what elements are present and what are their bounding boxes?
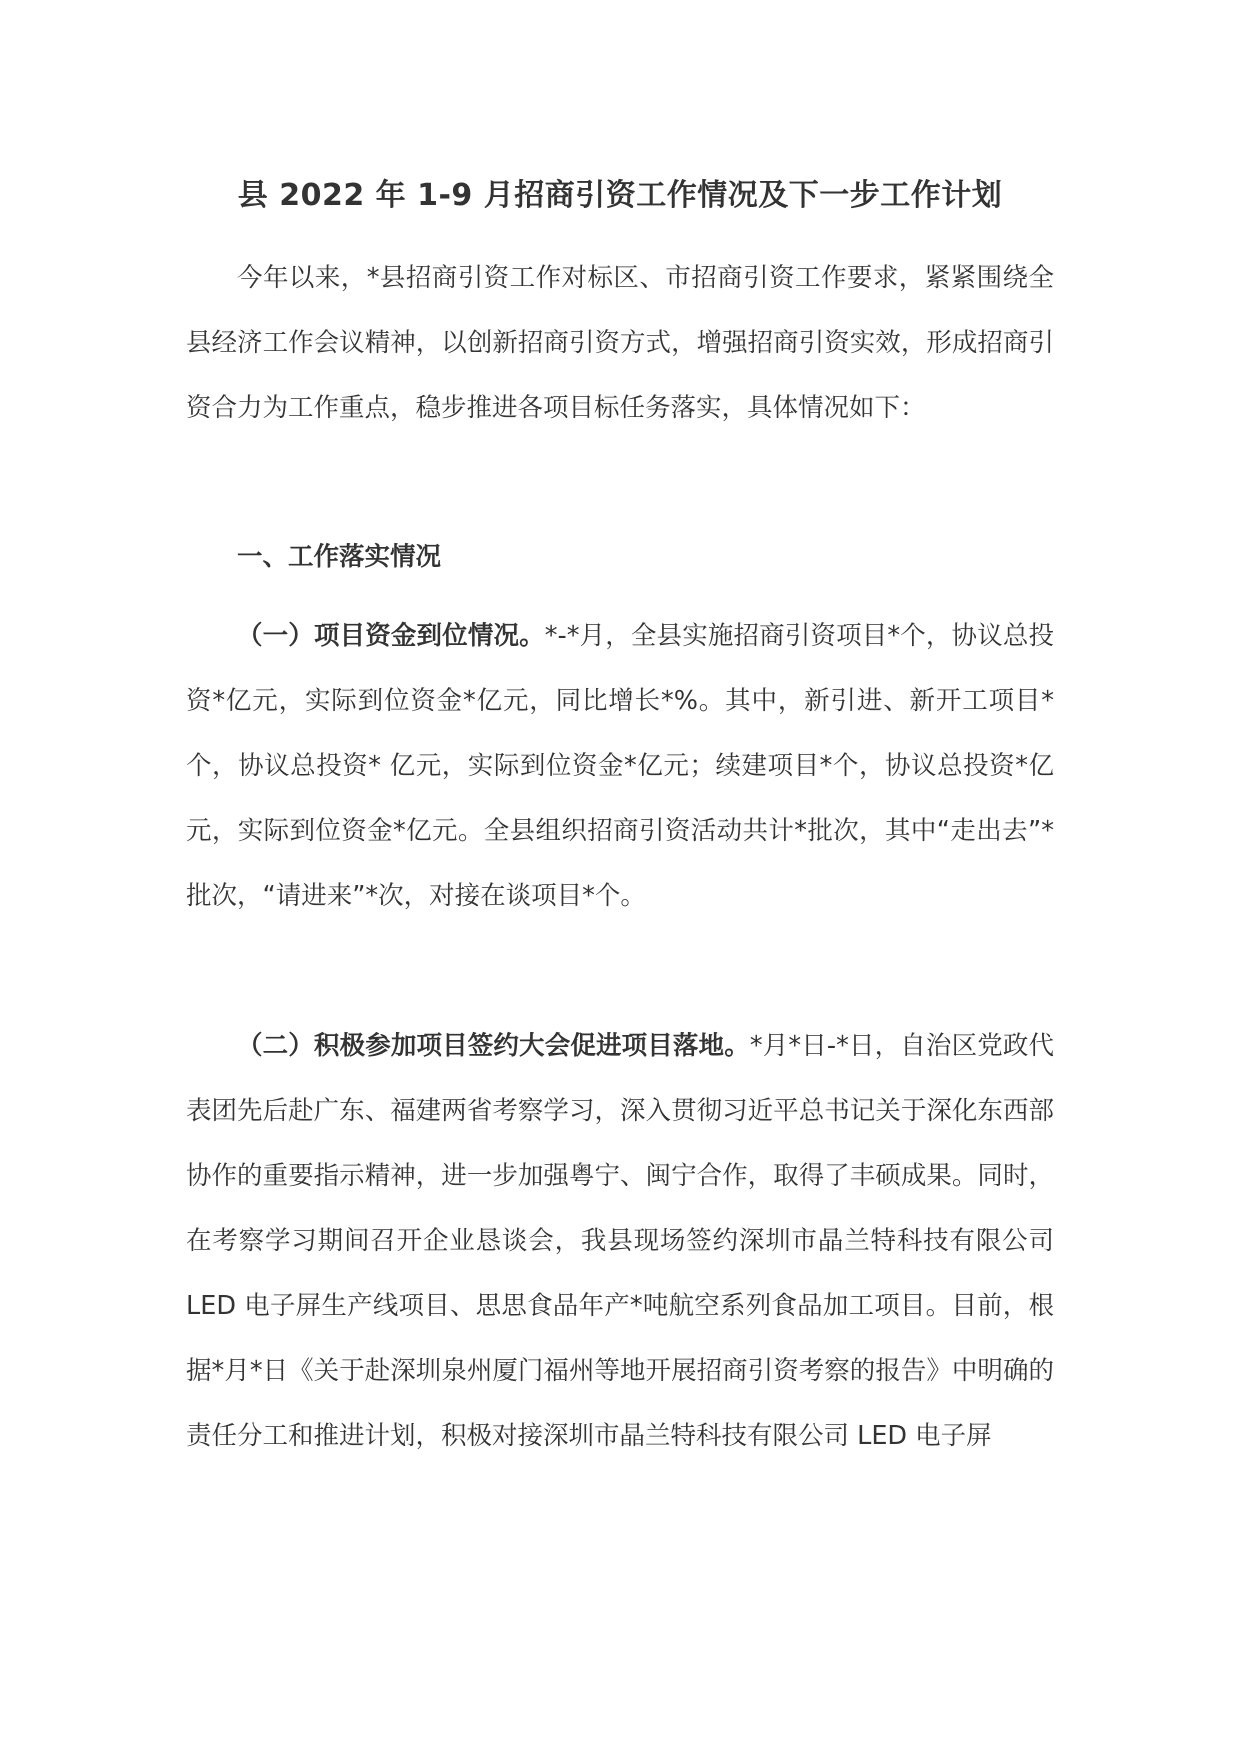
paragraph-project-funds [186, 604, 1054, 929]
paragraph-lead-project-funds: （一）项目资金到位情况。 [237, 621, 545, 651]
paragraph-lead-signing-conference: （二）积极参加项目签约大会促进项目落地。 [237, 1031, 750, 1061]
section-heading-work-implementation: 一、工作落实情况 [237, 542, 442, 572]
paragraph-body-signing-conference: *月*日-*日，自治区党政代表团先后赴广东、福建两省考察学习，深入贯彻习近平总书记关于深化东西部协作的重要指示精神，进一步加强粤宁、闽宁合作，取得了丰硕成果。同时，在考察学习期间召开企业恳谈会，我县现场签约深圳市晶兰特科技有限公司 LED 电子屏生产线项目、思思食品年产*吨航空系列食品加工项目。目前，根据*月*日《关于赴深圳泉州厦门福州等地开展招商引资考察的报告》中明确的责任分工和推进计划，积极对接深圳市晶兰特科技有限公司 LED 电子屏 [186, 1031, 1054, 1451]
intro-paragraph: 今年以来，*县招商引资工作对标区、市招商引资工作要求，紧紧围绕全县经济工作会议精神，以创新招商引资方式，增强招商引资实效，形成招商引资合力为工作重点，稳步推进各项目标任务落实，具体情况如下： [186, 263, 1054, 423]
paragraph-body-project-funds: *-*月，全县实施招商引资项目*个，协议总投资*亿元，实际到位资金*亿元，同比增长*%。其中，新引进、新开工项目*个，协议总投资* 亿元，实际到位资金*亿元；续建项目*个，协议总投资*亿元，实际到位资金*亿元。全县组织招商引资活动共计*批次，其中“走出去”*批次，“请进来”*次，对接在谈项目*个。 [186, 621, 1054, 911]
paragraph-signing-conference [186, 1014, 1054, 1469]
document-title: 县 2022 年 1-9 月招商引资工作情况及下一步工作计划 [237, 178, 1003, 213]
